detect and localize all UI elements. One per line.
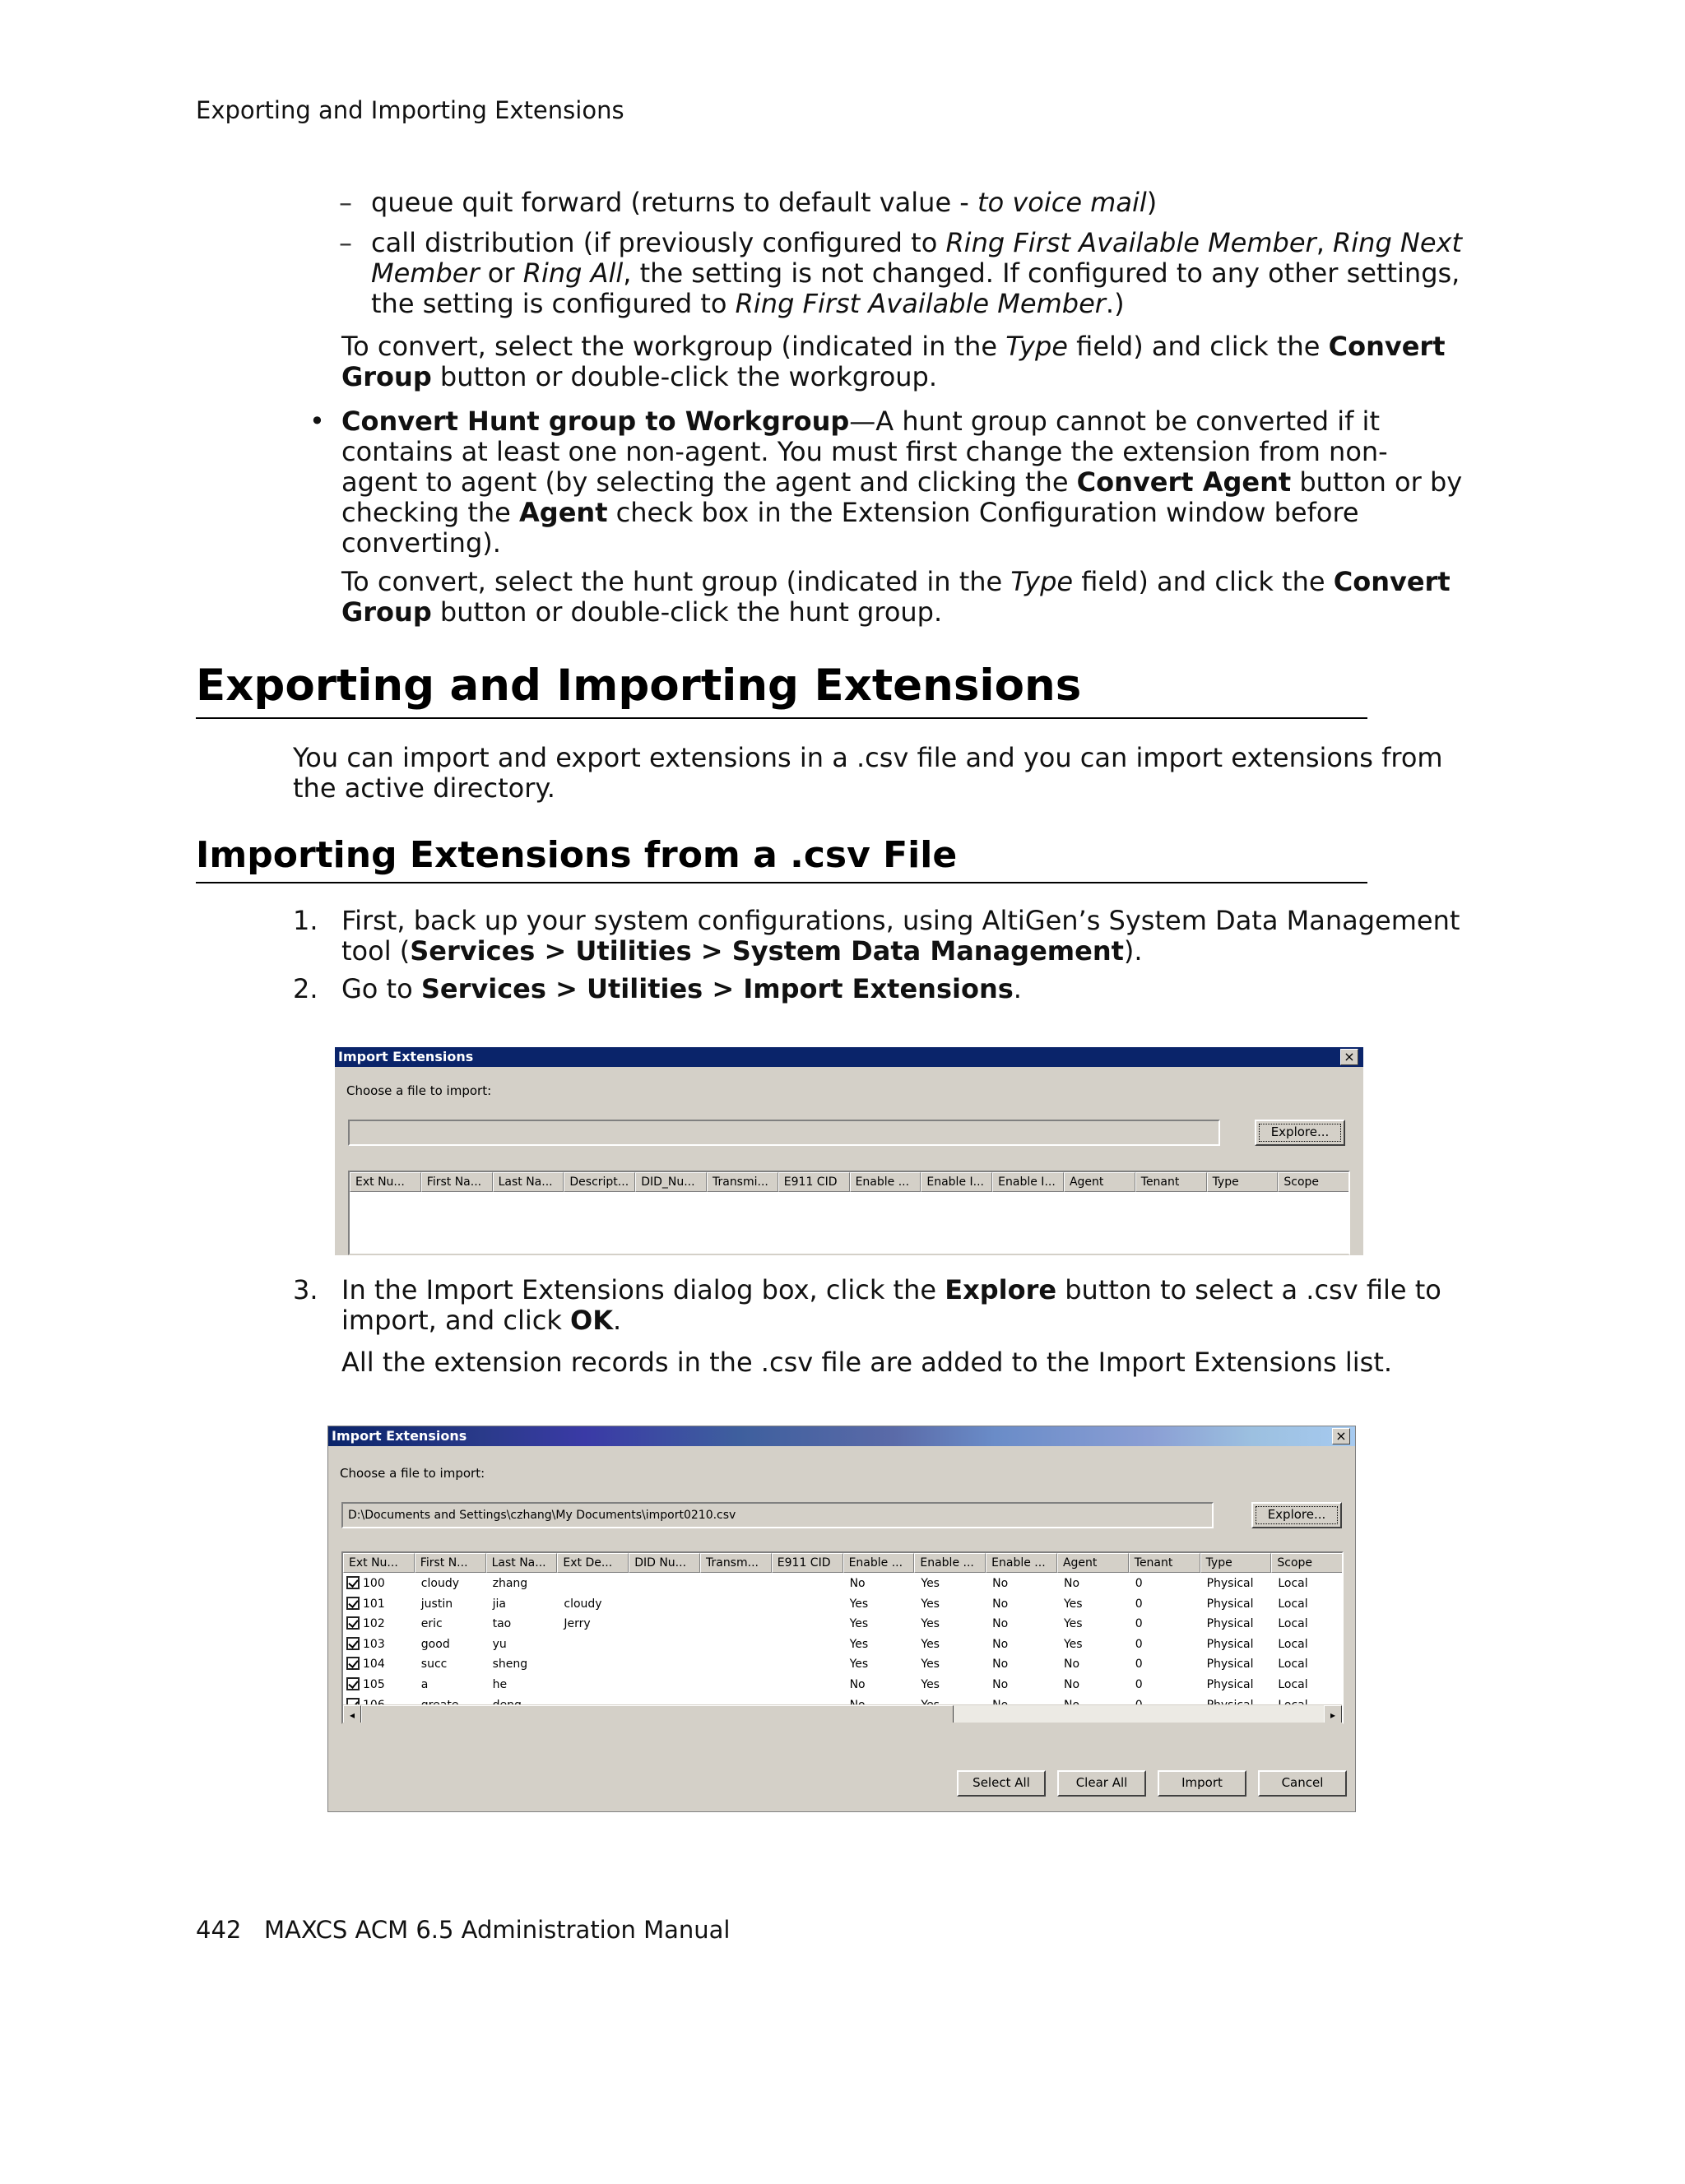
table-cell [1200, 1675, 1272, 1695]
heading-rule [196, 882, 1367, 883]
column-header[interactable]: Descript... [564, 1172, 635, 1192]
cell-text: justin [420, 1597, 453, 1611]
table-cell [486, 1594, 558, 1615]
row-checkbox[interactable] [346, 1616, 360, 1630]
cell-text: zhang [492, 1577, 528, 1590]
sub-item-call-distribution: call distribution (if previously configured to Ring First Available Member, Ring Next Member or Ring All, the setting is not changed. If configured to any other settings, the setting is configured to Ring First Available Member.) [371, 227, 1463, 319]
table-cell [343, 1675, 415, 1695]
table-cell [914, 1654, 986, 1675]
table-cell [1200, 1594, 1272, 1615]
column-header[interactable]: Last Na... [493, 1172, 564, 1192]
cell-text: Local [1278, 1637, 1308, 1651]
column-header[interactable]: Tenant [1135, 1172, 1207, 1192]
step-number: 2. [293, 973, 318, 1004]
table-cell [486, 1635, 558, 1655]
table-cell [986, 1594, 1057, 1615]
table-row[interactable] [343, 1574, 1343, 1594]
table-cell [700, 1594, 772, 1615]
table-cell [1200, 1614, 1272, 1635]
table-cell [986, 1614, 1057, 1635]
row-checkbox[interactable] [346, 1677, 360, 1690]
table-cell [557, 1614, 629, 1635]
cell-text: tao [492, 1617, 512, 1631]
import-extensions-dialog-empty [335, 1047, 1363, 1255]
table-cell [700, 1654, 772, 1675]
column-header[interactable]: Type [1200, 1553, 1272, 1573]
table-cell [629, 1614, 700, 1635]
column-header[interactable]: E911 CID [778, 1172, 850, 1192]
sub-item-queue-quit: queue quit forward (returns to default value - to voice mail) [371, 187, 1158, 218]
cell-text: a [420, 1678, 429, 1691]
heading-rule [196, 717, 1367, 719]
cancel-button[interactable]: Cancel [1258, 1770, 1347, 1797]
table-cell [700, 1614, 772, 1635]
cell-text: Physical [1206, 1617, 1254, 1631]
table-cell [914, 1574, 986, 1594]
table-cell [700, 1675, 772, 1695]
table-cell [557, 1594, 629, 1615]
cell-text: Yes [921, 1597, 940, 1611]
cell-text: good [420, 1637, 450, 1651]
cell-text: Local [1278, 1658, 1308, 1672]
table-cell [1271, 1614, 1343, 1635]
cell-text: No [992, 1577, 1009, 1590]
table-cell [914, 1614, 986, 1635]
cell-text: No [992, 1637, 1009, 1651]
cell-text: 0 [1135, 1658, 1143, 1672]
cell-text: 0 [1135, 1597, 1143, 1611]
cell-text: Yes [921, 1577, 940, 1590]
cell-text: 0 [1135, 1678, 1143, 1691]
table-cell [557, 1654, 629, 1675]
table-row[interactable] [343, 1675, 1343, 1695]
cell-text: Yes [921, 1678, 940, 1691]
extensions-grid[interactable] [341, 1551, 1344, 1724]
column-header[interactable]: Ext Nu... [350, 1172, 421, 1192]
cell-text: Yes [1063, 1597, 1083, 1611]
table-cell [700, 1635, 772, 1655]
page-footer [196, 1915, 730, 1945]
cell-text: cloudy [420, 1577, 459, 1590]
table-cell [415, 1635, 486, 1655]
table-cell [843, 1675, 915, 1695]
step-3-text: In the Import Extensions dialog box, click the Explore button to select a .csv file to import, and click OK. [341, 1274, 1441, 1336]
table-cell [1129, 1635, 1200, 1655]
table-cell [1200, 1635, 1272, 1655]
close-button[interactable]: × [1332, 1428, 1350, 1444]
cell-text: No [1063, 1577, 1080, 1590]
table-cell [415, 1654, 486, 1675]
table-cell [343, 1574, 415, 1594]
table-cell [415, 1574, 486, 1594]
cell-text: No [1063, 1678, 1080, 1691]
column-header[interactable]: Enable ... [986, 1553, 1057, 1573]
close-button[interactable]: × [1340, 1049, 1358, 1065]
cell-text: yu [492, 1637, 507, 1651]
column-header[interactable]: Enable I... [992, 1172, 1064, 1192]
horizontal-scrollbar[interactable] [343, 1704, 1342, 1724]
column-header[interactable]: Ext Nu... [343, 1553, 415, 1573]
table-cell [986, 1654, 1057, 1675]
column-header[interactable]: Agent [1057, 1553, 1129, 1573]
table-cell [1129, 1654, 1200, 1675]
table-cell [1271, 1574, 1343, 1594]
cell-text: Local [1278, 1617, 1308, 1631]
cell-text: Physical [1206, 1577, 1254, 1590]
cell-text: No [849, 1678, 866, 1691]
clear-all-button[interactable]: Clear All [1057, 1770, 1146, 1797]
section-heading-import-csv: Importing Extensions from a .csv File [196, 834, 958, 876]
table-cell [843, 1654, 915, 1675]
cell-text: No [992, 1597, 1009, 1611]
table-cell [700, 1574, 772, 1594]
column-header[interactable]: Enable I... [921, 1172, 992, 1192]
table-row[interactable] [343, 1654, 1343, 1675]
row-checkbox[interactable] [346, 1576, 360, 1589]
table-cell [772, 1574, 843, 1594]
cell-text: 101 [363, 1597, 385, 1611]
step-number: 1. [293, 905, 318, 936]
table-cell [343, 1594, 415, 1615]
step-1-text: First, back up your system configurations, using AltiGen’s System Data Management tool (Services > Utilities > System Data Management). [341, 905, 1460, 967]
cell-text: he [492, 1678, 508, 1691]
extensions-grid[interactable] [348, 1171, 1350, 1255]
row-checkbox[interactable] [346, 1637, 360, 1650]
cell-text: Yes [1063, 1637, 1083, 1651]
table-cell [914, 1675, 986, 1695]
cell-text: Yes [849, 1617, 869, 1631]
table-cell [914, 1594, 986, 1615]
cell-text: Physical [1206, 1678, 1254, 1691]
column-header[interactable]: Enable ... [914, 1553, 986, 1573]
table-cell [1057, 1654, 1129, 1675]
table-cell [343, 1654, 415, 1675]
manual-title: MAXCS ACM 6.5 Administration Manual [264, 1916, 731, 1944]
section1-body: You can import and export extensions in a .csv file and you can import extensions from the active directory. [293, 742, 1443, 804]
table-cell [1271, 1635, 1343, 1655]
cell-text: 103 [363, 1637, 385, 1651]
column-header[interactable]: Transmi... [707, 1172, 778, 1192]
column-header[interactable]: Last Na... [486, 1553, 558, 1573]
scroll-right-icon[interactable]: ▸ [1324, 1705, 1342, 1724]
cell-text: Yes [921, 1637, 940, 1651]
table-cell [486, 1614, 558, 1635]
cell-text: jia [492, 1597, 506, 1611]
cell-text: Yes [921, 1658, 940, 1672]
column-header[interactable]: Tenant [1129, 1553, 1200, 1573]
table-row[interactable] [343, 1594, 1343, 1615]
table-cell [629, 1675, 700, 1695]
table-cell [772, 1635, 843, 1655]
dialog-title-bar: Import Extensions [328, 1426, 1355, 1446]
running-header: Exporting and Importing Extensions [196, 96, 624, 124]
table-cell [486, 1675, 558, 1695]
column-header[interactable]: Transm... [700, 1553, 772, 1573]
cell-text: 102 [363, 1617, 385, 1631]
row-checkbox[interactable] [346, 1597, 360, 1610]
table-cell [343, 1635, 415, 1655]
column-header[interactable]: First Na... [421, 1172, 493, 1192]
cell-text: cloudy [564, 1597, 602, 1611]
table-cell [1129, 1614, 1200, 1635]
cell-text: Local [1278, 1678, 1308, 1691]
cell-text: Physical [1206, 1637, 1254, 1651]
para-convert-workgroup: To convert, select the workgroup (indicated in the Type field) and click the Convert Group button or double-click the workgroup. [341, 331, 1446, 392]
cell-text: Yes [1063, 1617, 1083, 1631]
table-cell [343, 1614, 415, 1635]
table-cell [557, 1675, 629, 1695]
import-button[interactable]: Import [1158, 1770, 1246, 1797]
table-cell [415, 1614, 486, 1635]
section-heading-export-import: Exporting and Importing Extensions [196, 661, 1082, 711]
row-checkbox[interactable] [346, 1657, 360, 1670]
cell-text: Physical [1206, 1597, 1254, 1611]
table-cell [914, 1635, 986, 1655]
cell-text: 0 [1135, 1637, 1143, 1651]
cell-text: Physical [1206, 1658, 1254, 1672]
column-header[interactable]: Type [1207, 1172, 1279, 1192]
column-header[interactable]: Scope [1278, 1172, 1349, 1192]
cell-text: Yes [921, 1617, 940, 1631]
table-cell [1129, 1675, 1200, 1695]
file-path-input[interactable]: D:\Documents and Settings\czhang\My Documents\import0210.csv [341, 1502, 1214, 1528]
table-cell [629, 1594, 700, 1615]
table-cell [629, 1574, 700, 1594]
cell-text: sheng [492, 1658, 528, 1672]
bullet-convert-hunt-group: Convert Hunt group to Workgroup—A hunt group cannot be converted if it contains at least one non-agent. You must first change the extension from non- agent to agent (by selecting the agent and clicking the Convert Agent button or by checking the Agent check box in the Extension Configuration window before converting). [341, 406, 1463, 559]
cell-text: No [992, 1658, 1009, 1672]
table-cell [772, 1675, 843, 1695]
table-cell [1129, 1574, 1200, 1594]
para-convert-hunt-group: To convert, select the hunt group (indicated in the Type field) and click the Convert Group button or double-click the hunt group. [341, 566, 1451, 628]
select-all-button[interactable]: Select All [957, 1770, 1046, 1797]
table-cell [1057, 1594, 1129, 1615]
scroll-left-icon[interactable]: ◂ [343, 1705, 361, 1724]
table-row[interactable] [343, 1614, 1343, 1635]
table-cell [486, 1654, 558, 1675]
column-header[interactable]: Enable ... [850, 1172, 921, 1192]
grid-header [350, 1172, 1349, 1192]
table-cell [415, 1594, 486, 1615]
column-header[interactable]: First N... [415, 1553, 486, 1573]
table-cell [629, 1635, 700, 1655]
cell-text: 0 [1135, 1617, 1143, 1631]
bullet-dot: • [309, 406, 325, 437]
step-number: 3. [293, 1274, 318, 1305]
table-cell [1057, 1675, 1129, 1695]
cell-text: Yes [849, 1658, 869, 1672]
table-cell [1271, 1594, 1343, 1615]
explore-button[interactable]: Explore... [1255, 1120, 1345, 1146]
table-cell [1200, 1574, 1272, 1594]
column-header[interactable]: Scope [1271, 1553, 1343, 1573]
table-cell [557, 1635, 629, 1655]
cell-text: eric [420, 1617, 443, 1631]
column-header[interactable]: Enable ... [843, 1553, 915, 1573]
scroll-thumb[interactable] [361, 1705, 954, 1724]
table-cell [1129, 1594, 1200, 1615]
table-cell [772, 1614, 843, 1635]
cell-text: Local [1278, 1577, 1308, 1590]
table-cell [1271, 1675, 1343, 1695]
table-cell [843, 1574, 915, 1594]
table-cell [986, 1675, 1057, 1695]
cell-text: No [1063, 1658, 1080, 1672]
choose-file-label: Choose a file to import: [340, 1466, 485, 1481]
cell-text: 100 [363, 1577, 385, 1590]
cell-text: Yes [849, 1597, 869, 1611]
table-cell [486, 1574, 558, 1594]
table-cell [772, 1654, 843, 1675]
table-cell [629, 1654, 700, 1675]
column-header[interactable]: DID_Nu... [635, 1172, 707, 1192]
choose-file-label: Choose a file to import: [346, 1083, 492, 1098]
import-extensions-dialog-populated [327, 1426, 1356, 1812]
cell-text: 104 [363, 1658, 385, 1672]
dialog-title-bar: Import Extensions [335, 1047, 1363, 1067]
cell-text: 105 [363, 1678, 385, 1691]
table-cell [1057, 1635, 1129, 1655]
cell-text: 0 [1135, 1577, 1143, 1590]
table-cell [1057, 1574, 1129, 1594]
step-2-text: Go to Services > Utilities > Import Extensions. [341, 973, 1022, 1004]
table-cell [1200, 1654, 1272, 1675]
grid-header [343, 1553, 1343, 1573]
table-cell [1271, 1654, 1343, 1675]
table-cell [843, 1635, 915, 1655]
cell-text: succ [420, 1658, 448, 1672]
table-cell [843, 1594, 915, 1615]
cell-text: Jerry [564, 1617, 591, 1631]
table-cell [1057, 1614, 1129, 1635]
page-number: 442 [196, 1916, 242, 1944]
table-cell [772, 1594, 843, 1615]
column-header[interactable]: Agent [1064, 1172, 1135, 1192]
cell-text: No [992, 1678, 1009, 1691]
table-row[interactable] [343, 1635, 1343, 1655]
cell-text: Yes [849, 1637, 869, 1651]
step-3-result-para: All the extension records in the .csv file are added to the Import Extensions list. [341, 1347, 1393, 1378]
table-cell [986, 1635, 1057, 1655]
cell-text: No [849, 1577, 866, 1590]
file-path-input[interactable] [348, 1120, 1220, 1146]
table-cell [843, 1614, 915, 1635]
cell-text: Local [1278, 1597, 1308, 1611]
column-header[interactable]: E911 CID [772, 1553, 843, 1573]
dash-bullet: – [339, 227, 352, 258]
table-cell [986, 1574, 1057, 1594]
cell-text: No [992, 1617, 1009, 1631]
table-cell [415, 1675, 486, 1695]
explore-button[interactable]: Explore... [1251, 1502, 1342, 1528]
table-cell [557, 1574, 629, 1594]
column-header[interactable]: Ext De... [557, 1553, 629, 1573]
dash-bullet: – [339, 187, 352, 218]
column-header[interactable]: DID Nu... [629, 1553, 700, 1573]
